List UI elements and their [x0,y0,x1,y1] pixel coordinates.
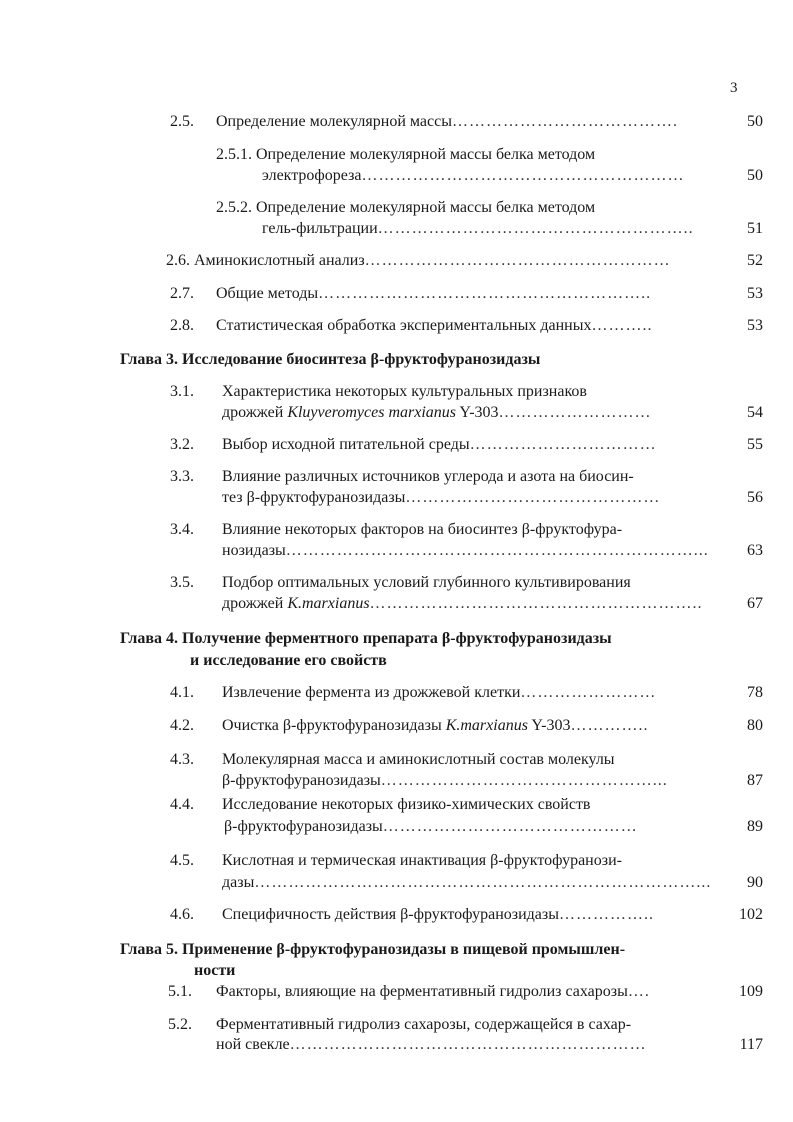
entry-title: Статистическая обработка экспериментальных данных……….. [216,317,653,334]
entry-title-line1: Исследование некоторых физико-химических свойств [222,796,591,813]
page-ref: 63 [747,542,763,559]
page-ref: 109 [739,983,763,1000]
chapter-5-heading-line2: ности [194,962,236,979]
entry-title: 2.6. Аминокислотный анализ……………………………………………… [166,252,671,269]
entry-title-line1: Подбор оптимальных условий глубинного культивирования [222,574,631,591]
page-ref: 67 [747,595,763,612]
page-ref: 80 [747,717,763,734]
entry-title-line1: Кислотная и термическая инактивация β-фруктофуранози- [222,852,622,869]
entry-title: Извлечение фермента из дрожжевой клетки…………………… [222,684,657,701]
section-number: 4.1. [170,684,194,701]
section-number: 3.4. [170,521,194,538]
entry-title-line1: Характеристика некоторых культуральных признаков [222,383,587,400]
page-ref: 54 [747,404,763,421]
entry-title-line1: Влияние некоторых факторов на биосинтез β-фруктофура- [222,521,623,538]
page-ref: 53 [747,317,763,334]
section-number: 3.3. [170,468,194,485]
entry-title-line2: β-фруктофуранозидазы……………………………………… [224,818,638,835]
page-ref: 50 [747,113,763,130]
page-ref: 55 [747,436,763,453]
entry-title: Выбор исходной питательной среды…………………………… [222,436,657,453]
page-ref: 53 [747,285,763,302]
section-number: 5.1. [168,983,192,1000]
entry-title-line2: β-фруктофуранозидазы…………………………………………... [222,772,668,789]
section-number: 5.2. [168,1016,192,1033]
entry-title: Очистка β-фруктофуранозидазы K.marxianus Y-303………….. [222,717,649,734]
entry-title-line1: 2.5.1. Определение молекулярной массы белка методом [216,146,596,163]
entry-title: Факторы, влияющие на ферментативный гидролиз сахарозы…. [216,983,650,1000]
entry-title-line2: дрожжей Kluyveromyces marxianus Y-303……………………… [222,404,652,421]
entry-title: Специфичность действия β-фруктофуранозидазы…………….. [222,906,654,923]
entry-title-line1: Ферментативный гидролиз сахарозы, содержащейся в сахар- [216,1016,632,1033]
entry-title: Общие методы………………………………………………….. [216,285,652,302]
section-number: 2.7. [170,285,194,302]
entry-title-line1: 2.5.2. Определение молекулярной массы белка методом [216,199,596,216]
entry-title-line2: дрожжей K.marxianus………………………………………………….. [222,595,703,612]
entry-title-line2: дазы……………………………………………………………………... [222,874,712,891]
section-number: 4.3. [170,751,194,768]
chapter-4-heading-line2: и исследование его свойств [190,652,387,669]
entry-title-line2: нозидазы………………………………………………………………... [222,542,709,559]
section-number: 4.4. [170,796,194,813]
page-ref: 90 [747,874,763,891]
section-number: 3.5. [170,574,194,591]
section-number: 2.5. [170,113,194,130]
section-number: 3.2. [170,436,194,453]
entry-title-line2: электрофореза………………………………………………… [262,167,685,184]
entry-title-line1: Влияние различных источников углерода и азота на биосин- [222,468,634,485]
page-ref: 78 [747,684,763,701]
page-number: 3 [730,80,738,96]
section-number: 4.2. [170,717,194,734]
page-ref: 87 [747,772,763,789]
section-number: 3.1. [170,383,194,400]
page-ref: 51 [747,220,763,237]
page-ref: 56 [747,489,763,506]
page-ref: 102 [739,906,763,923]
chapter-5-heading-line1: Глава 5. Применение β-фруктофуранозидазы в пищевой промышлен- [120,941,626,958]
section-number: 2.8. [170,317,194,334]
entry-title-line1: Молекулярная масса и аминокислотный состав молекулы [222,751,615,768]
section-number: 4.5. [170,852,194,869]
section-number: 4.6. [170,906,194,923]
page-ref: 117 [739,1036,763,1053]
page-ref: 52 [747,252,763,269]
entry-title: Определение молекулярной массы…………………………………. [216,113,678,130]
entry-title-line2: ной свекле……………………………………………………… [216,1036,647,1053]
page-ref: 89 [747,818,763,835]
page-ref: 50 [747,167,763,184]
chapter-4-heading-line1: Глава 4. Получение ферментного препарата β-фруктофуранозидазы [120,630,612,647]
entry-title-line2: тез β-фруктофуранозидазы……………………………………… [222,489,661,506]
entry-title-line2: гель-фильтрации……………………………………………….. [262,220,694,237]
chapter-3-heading: Глава 3. Исследование биосинтеза β-фруктофуранозидазы [120,351,541,368]
